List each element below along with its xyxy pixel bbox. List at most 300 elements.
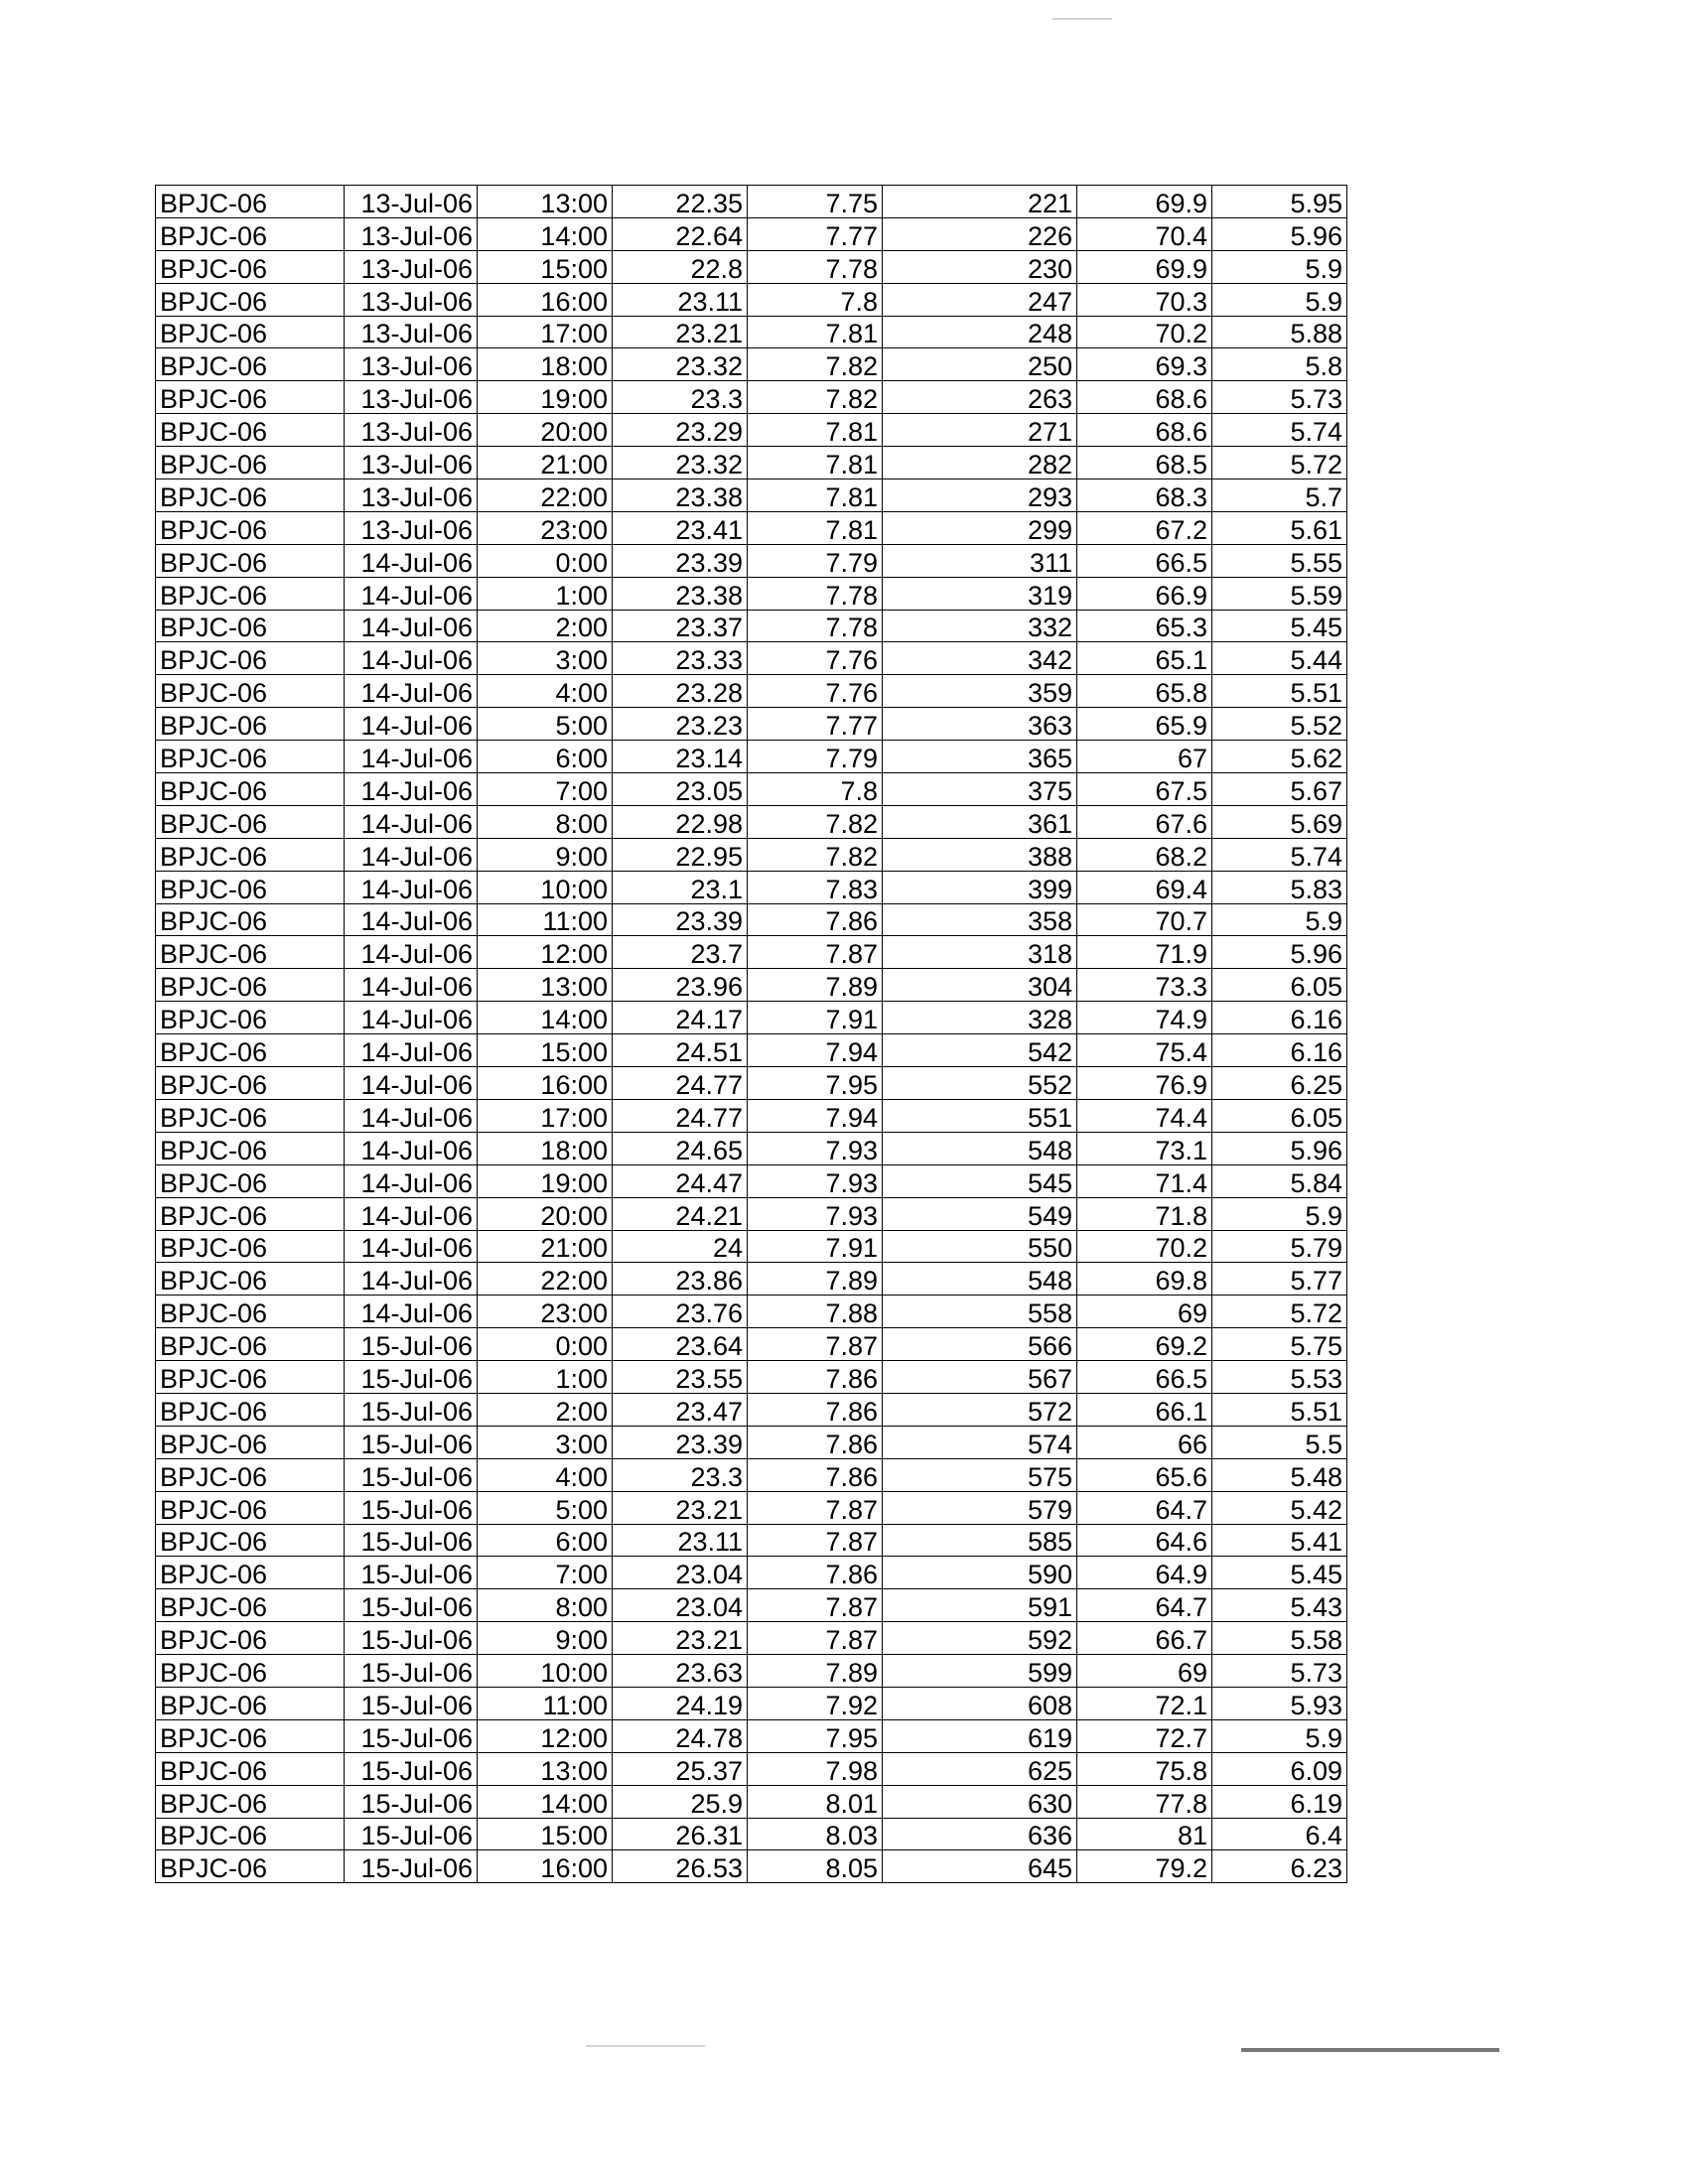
table-row [156, 708, 1347, 741]
value-cell-3: 247 [883, 283, 1077, 316]
date-cell: 13-Jul-06 [345, 250, 478, 283]
site-cell: BPJC-06 [156, 675, 345, 708]
value-cell-2: 7.93 [748, 1197, 883, 1230]
time-cell: 9:00 [478, 1622, 613, 1655]
date-cell: 14-Jul-06 [345, 1067, 478, 1100]
value-cell-2: 7.81 [748, 316, 883, 348]
date-cell: 15-Jul-06 [345, 1557, 478, 1589]
date-cell: 15-Jul-06 [345, 1589, 478, 1622]
time-cell: 22:00 [478, 479, 613, 512]
value-cell-4: 77.8 [1077, 1785, 1212, 1818]
site-cell: BPJC-06 [156, 577, 345, 610]
table-row [156, 414, 1347, 447]
value-cell-2: 8.01 [748, 1785, 883, 1818]
site-cell: BPJC-06 [156, 511, 345, 544]
value-cell-3: 282 [883, 447, 1077, 479]
value-cell-1: 23.39 [613, 1426, 748, 1458]
site-cell: BPJC-06 [156, 1557, 345, 1589]
time-cell: 21:00 [478, 447, 613, 479]
table-row [156, 1850, 1347, 1883]
table-row [156, 1164, 1347, 1197]
time-cell: 22:00 [478, 1263, 613, 1296]
site-cell: BPJC-06 [156, 1393, 345, 1426]
value-cell-4: 67.6 [1077, 805, 1212, 838]
time-cell: 15:00 [478, 1034, 613, 1067]
value-cell-2: 7.79 [748, 544, 883, 577]
site-cell: BPJC-06 [156, 1034, 345, 1067]
value-cell-1: 23.38 [613, 479, 748, 512]
value-cell-1: 24.78 [613, 1719, 748, 1752]
value-cell-1: 23.21 [613, 316, 748, 348]
value-cell-3: 365 [883, 741, 1077, 773]
value-cell-2: 7.81 [748, 447, 883, 479]
table-row [156, 1557, 1347, 1589]
value-cell-3: 221 [883, 186, 1077, 218]
value-cell-1: 23.32 [613, 348, 748, 381]
table-row [156, 903, 1347, 936]
value-cell-3: 592 [883, 1622, 1077, 1655]
value-cell-2: 7.76 [748, 675, 883, 708]
value-cell-1: 26.53 [613, 1850, 748, 1883]
site-cell: BPJC-06 [156, 1230, 345, 1263]
value-cell-1: 25.37 [613, 1752, 748, 1785]
value-cell-5: 6.25 [1212, 1067, 1347, 1100]
table-row [156, 544, 1347, 577]
value-cell-3: 328 [883, 1002, 1077, 1034]
value-cell-1: 22.98 [613, 805, 748, 838]
table-row [156, 1197, 1347, 1230]
value-cell-4: 66.9 [1077, 577, 1212, 610]
value-cell-2: 7.95 [748, 1719, 883, 1752]
value-cell-5: 6.09 [1212, 1752, 1347, 1785]
value-cell-3: 630 [883, 1785, 1077, 1818]
time-cell: 3:00 [478, 642, 613, 675]
time-cell: 1:00 [478, 577, 613, 610]
value-cell-3: 248 [883, 316, 1077, 348]
value-cell-5: 5.83 [1212, 871, 1347, 903]
value-cell-3: 574 [883, 1426, 1077, 1458]
table-row [156, 871, 1347, 903]
time-cell: 17:00 [478, 1099, 613, 1132]
date-cell: 13-Jul-06 [345, 511, 478, 544]
value-cell-5: 5.96 [1212, 936, 1347, 969]
value-cell-2: 7.94 [748, 1034, 883, 1067]
time-cell: 9:00 [478, 838, 613, 871]
value-cell-5: 5.73 [1212, 1655, 1347, 1688]
value-cell-4: 66.1 [1077, 1393, 1212, 1426]
table-row [156, 1589, 1347, 1622]
site-cell: BPJC-06 [156, 316, 345, 348]
value-cell-4: 65.1 [1077, 642, 1212, 675]
value-cell-5: 5.45 [1212, 1557, 1347, 1589]
value-cell-3: 591 [883, 1589, 1077, 1622]
value-cell-3: 590 [883, 1557, 1077, 1589]
value-cell-2: 7.83 [748, 871, 883, 903]
table-row [156, 1785, 1347, 1818]
value-cell-1: 22.95 [613, 838, 748, 871]
time-cell: 23:00 [478, 511, 613, 544]
value-cell-1: 23.28 [613, 675, 748, 708]
time-cell: 23:00 [478, 1296, 613, 1328]
value-cell-3: 388 [883, 838, 1077, 871]
site-cell: BPJC-06 [156, 805, 345, 838]
table-row [156, 1067, 1347, 1100]
value-cell-3: 645 [883, 1850, 1077, 1883]
time-cell: 4:00 [478, 675, 613, 708]
site-cell: BPJC-06 [156, 1622, 345, 1655]
site-cell: BPJC-06 [156, 544, 345, 577]
time-cell: 0:00 [478, 1328, 613, 1361]
value-cell-2: 7.86 [748, 1361, 883, 1394]
time-cell: 16:00 [478, 1850, 613, 1883]
site-cell: BPJC-06 [156, 1197, 345, 1230]
value-cell-5: 6.16 [1212, 1002, 1347, 1034]
date-cell: 13-Jul-06 [345, 447, 478, 479]
value-cell-1: 23.96 [613, 969, 748, 1002]
value-cell-5: 6.05 [1212, 969, 1347, 1002]
value-cell-4: 75.4 [1077, 1034, 1212, 1067]
value-cell-4: 64.7 [1077, 1589, 1212, 1622]
value-cell-2: 7.93 [748, 1164, 883, 1197]
value-cell-5: 5.41 [1212, 1524, 1347, 1557]
date-cell: 14-Jul-06 [345, 936, 478, 969]
value-cell-1: 24.65 [613, 1132, 748, 1164]
value-cell-2: 7.82 [748, 381, 883, 414]
value-cell-2: 7.87 [748, 936, 883, 969]
site-cell: BPJC-06 [156, 1458, 345, 1491]
value-cell-1: 24.19 [613, 1687, 748, 1719]
value-cell-4: 72.1 [1077, 1687, 1212, 1719]
time-cell: 8:00 [478, 805, 613, 838]
value-cell-1: 26.31 [613, 1818, 748, 1850]
value-cell-1: 24.47 [613, 1164, 748, 1197]
site-cell: BPJC-06 [156, 610, 345, 642]
table-row [156, 1099, 1347, 1132]
value-cell-5: 5.8 [1212, 348, 1347, 381]
time-cell: 19:00 [478, 381, 613, 414]
value-cell-4: 68.5 [1077, 447, 1212, 479]
value-cell-3: 549 [883, 1197, 1077, 1230]
table-row [156, 969, 1347, 1002]
value-cell-1: 23.37 [613, 610, 748, 642]
value-cell-2: 7.78 [748, 250, 883, 283]
time-cell: 20:00 [478, 414, 613, 447]
value-cell-4: 64.7 [1077, 1491, 1212, 1524]
site-cell: BPJC-06 [156, 969, 345, 1002]
value-cell-3: 551 [883, 1099, 1077, 1132]
date-cell: 15-Jul-06 [345, 1752, 478, 1785]
time-cell: 2:00 [478, 1393, 613, 1426]
value-cell-4: 69.8 [1077, 1263, 1212, 1296]
value-cell-4: 67.2 [1077, 511, 1212, 544]
date-cell: 14-Jul-06 [345, 544, 478, 577]
value-cell-3: 293 [883, 479, 1077, 512]
value-cell-3: 226 [883, 217, 1077, 250]
site-cell: BPJC-06 [156, 1164, 345, 1197]
value-cell-3: 311 [883, 544, 1077, 577]
site-cell: BPJC-06 [156, 1524, 345, 1557]
value-cell-4: 65.9 [1077, 708, 1212, 741]
date-cell: 13-Jul-06 [345, 348, 478, 381]
date-cell: 14-Jul-06 [345, 708, 478, 741]
site-cell: BPJC-06 [156, 871, 345, 903]
value-cell-3: 399 [883, 871, 1077, 903]
value-cell-2: 7.89 [748, 969, 883, 1002]
scan-artifact-bottom-right [1241, 2048, 1499, 2052]
value-cell-4: 65.6 [1077, 1458, 1212, 1491]
value-cell-1: 23.21 [613, 1491, 748, 1524]
date-cell: 14-Jul-06 [345, 1002, 478, 1034]
date-cell: 14-Jul-06 [345, 838, 478, 871]
site-cell: BPJC-06 [156, 186, 345, 218]
value-cell-2: 7.77 [748, 217, 883, 250]
site-cell: BPJC-06 [156, 1263, 345, 1296]
site-cell: BPJC-06 [156, 381, 345, 414]
date-cell: 15-Jul-06 [345, 1458, 478, 1491]
date-cell: 14-Jul-06 [345, 1099, 478, 1132]
table-row [156, 838, 1347, 871]
value-cell-5: 5.44 [1212, 642, 1347, 675]
value-cell-5: 5.9 [1212, 1719, 1347, 1752]
date-cell: 15-Jul-06 [345, 1785, 478, 1818]
value-cell-3: 558 [883, 1296, 1077, 1328]
value-cell-5: 5.9 [1212, 250, 1347, 283]
value-cell-4: 67 [1077, 741, 1212, 773]
site-cell: BPJC-06 [156, 1850, 345, 1883]
value-cell-2: 7.8 [748, 773, 883, 806]
value-cell-3: 304 [883, 969, 1077, 1002]
date-cell: 15-Jul-06 [345, 1328, 478, 1361]
table-row [156, 1263, 1347, 1296]
value-cell-3: 619 [883, 1719, 1077, 1752]
date-cell: 14-Jul-06 [345, 1296, 478, 1328]
value-cell-3: 636 [883, 1818, 1077, 1850]
value-cell-1: 23.39 [613, 544, 748, 577]
value-cell-2: 7.91 [748, 1002, 883, 1034]
value-cell-2: 7.87 [748, 1328, 883, 1361]
site-cell: BPJC-06 [156, 936, 345, 969]
site-cell: BPJC-06 [156, 1002, 345, 1034]
date-cell: 14-Jul-06 [345, 1263, 478, 1296]
value-cell-2: 7.79 [748, 741, 883, 773]
value-cell-2: 7.87 [748, 1589, 883, 1622]
value-cell-1: 23.21 [613, 1622, 748, 1655]
table-row [156, 1719, 1347, 1752]
value-cell-5: 6.23 [1212, 1850, 1347, 1883]
time-cell: 5:00 [478, 708, 613, 741]
value-cell-2: 7.87 [748, 1524, 883, 1557]
table-row [156, 1328, 1347, 1361]
time-cell: 12:00 [478, 936, 613, 969]
value-cell-2: 7.87 [748, 1622, 883, 1655]
site-cell: BPJC-06 [156, 1719, 345, 1752]
value-cell-2: 7.95 [748, 1067, 883, 1100]
value-cell-3: 542 [883, 1034, 1077, 1067]
value-cell-5: 5.96 [1212, 1132, 1347, 1164]
value-cell-3: 318 [883, 936, 1077, 969]
value-cell-3: 319 [883, 577, 1077, 610]
time-cell: 12:00 [478, 1719, 613, 1752]
value-cell-3: 250 [883, 348, 1077, 381]
value-cell-1: 24.77 [613, 1099, 748, 1132]
value-cell-2: 7.87 [748, 1491, 883, 1524]
value-cell-5: 5.62 [1212, 741, 1347, 773]
value-cell-4: 66 [1077, 1426, 1212, 1458]
value-cell-5: 5.61 [1212, 511, 1347, 544]
value-cell-2: 7.86 [748, 903, 883, 936]
value-cell-3: 332 [883, 610, 1077, 642]
date-cell: 13-Jul-06 [345, 316, 478, 348]
value-cell-1: 23.04 [613, 1589, 748, 1622]
value-cell-2: 7.93 [748, 1132, 883, 1164]
time-cell: 4:00 [478, 1458, 613, 1491]
date-cell: 13-Jul-06 [345, 186, 478, 218]
value-cell-1: 23.11 [613, 283, 748, 316]
value-cell-5: 5.9 [1212, 1197, 1347, 1230]
table-row [156, 186, 1347, 218]
value-cell-4: 66.5 [1077, 1361, 1212, 1394]
table-row [156, 1458, 1347, 1491]
value-cell-4: 69.9 [1077, 186, 1212, 218]
value-cell-4: 68.6 [1077, 381, 1212, 414]
site-cell: BPJC-06 [156, 1818, 345, 1850]
value-cell-5: 5.73 [1212, 381, 1347, 414]
time-cell: 18:00 [478, 1132, 613, 1164]
time-cell: 19:00 [478, 1164, 613, 1197]
value-cell-2: 7.89 [748, 1263, 883, 1296]
time-cell: 6:00 [478, 1524, 613, 1557]
time-cell: 16:00 [478, 1067, 613, 1100]
value-cell-2: 7.82 [748, 805, 883, 838]
value-cell-5: 5.59 [1212, 577, 1347, 610]
table-row [156, 1393, 1347, 1426]
time-cell: 7:00 [478, 1557, 613, 1589]
value-cell-1: 23.14 [613, 741, 748, 773]
site-cell: BPJC-06 [156, 903, 345, 936]
value-cell-5: 5.51 [1212, 1393, 1347, 1426]
site-cell: BPJC-06 [156, 773, 345, 806]
date-cell: 13-Jul-06 [345, 414, 478, 447]
value-cell-1: 23.33 [613, 642, 748, 675]
value-cell-3: 575 [883, 1458, 1077, 1491]
value-cell-3: 585 [883, 1524, 1077, 1557]
date-cell: 15-Jul-06 [345, 1622, 478, 1655]
value-cell-2: 7.92 [748, 1687, 883, 1719]
value-cell-4: 71.8 [1077, 1197, 1212, 1230]
table-row [156, 479, 1347, 512]
value-cell-1: 23.63 [613, 1655, 748, 1688]
value-cell-5: 5.93 [1212, 1687, 1347, 1719]
date-cell: 14-Jul-06 [345, 675, 478, 708]
value-cell-2: 7.86 [748, 1426, 883, 1458]
time-cell: 14:00 [478, 1785, 613, 1818]
value-cell-4: 79.2 [1077, 1850, 1212, 1883]
date-cell: 14-Jul-06 [345, 773, 478, 806]
table-row [156, 1002, 1347, 1034]
time-cell: 11:00 [478, 1687, 613, 1719]
value-cell-5: 5.69 [1212, 805, 1347, 838]
site-cell: BPJC-06 [156, 1132, 345, 1164]
date-cell: 14-Jul-06 [345, 1132, 478, 1164]
data-table [155, 185, 1347, 1883]
value-cell-2: 7.82 [748, 838, 883, 871]
date-cell: 14-Jul-06 [345, 741, 478, 773]
value-cell-2: 8.05 [748, 1850, 883, 1883]
value-cell-1: 23.7 [613, 936, 748, 969]
value-cell-2: 7.98 [748, 1752, 883, 1785]
site-cell: BPJC-06 [156, 250, 345, 283]
date-cell: 15-Jul-06 [345, 1818, 478, 1850]
scan-artifact-bottom-center [586, 2045, 705, 2047]
value-cell-1: 24.51 [613, 1034, 748, 1067]
value-cell-1: 23.47 [613, 1393, 748, 1426]
value-cell-5: 5.42 [1212, 1491, 1347, 1524]
value-cell-1: 24.77 [613, 1067, 748, 1100]
value-cell-1: 23.86 [613, 1263, 748, 1296]
value-cell-5: 5.72 [1212, 447, 1347, 479]
time-cell: 6:00 [478, 741, 613, 773]
value-cell-1: 23.3 [613, 381, 748, 414]
value-cell-5: 5.7 [1212, 479, 1347, 512]
site-cell: BPJC-06 [156, 1099, 345, 1132]
value-cell-4: 74.4 [1077, 1099, 1212, 1132]
value-cell-2: 7.81 [748, 479, 883, 512]
value-cell-3: 548 [883, 1132, 1077, 1164]
value-cell-1: 25.9 [613, 1785, 748, 1818]
time-cell: 18:00 [478, 348, 613, 381]
value-cell-4: 70.3 [1077, 283, 1212, 316]
value-cell-5: 5.55 [1212, 544, 1347, 577]
value-cell-4: 74.9 [1077, 1002, 1212, 1034]
date-cell: 15-Jul-06 [345, 1850, 478, 1883]
site-cell: BPJC-06 [156, 642, 345, 675]
value-cell-4: 70.2 [1077, 1230, 1212, 1263]
date-cell: 14-Jul-06 [345, 1034, 478, 1067]
value-cell-5: 5.96 [1212, 217, 1347, 250]
value-cell-5: 6.4 [1212, 1818, 1347, 1850]
value-cell-5: 5.9 [1212, 903, 1347, 936]
date-cell: 14-Jul-06 [345, 1164, 478, 1197]
value-cell-4: 64.6 [1077, 1524, 1212, 1557]
site-cell: BPJC-06 [156, 1426, 345, 1458]
table-row [156, 447, 1347, 479]
value-cell-5: 5.9 [1212, 283, 1347, 316]
value-cell-1: 23.32 [613, 447, 748, 479]
value-cell-3: 263 [883, 381, 1077, 414]
site-cell: BPJC-06 [156, 1491, 345, 1524]
date-cell: 14-Jul-06 [345, 642, 478, 675]
site-cell: BPJC-06 [156, 1328, 345, 1361]
value-cell-4: 66.7 [1077, 1622, 1212, 1655]
value-cell-2: 7.81 [748, 511, 883, 544]
site-cell: BPJC-06 [156, 1752, 345, 1785]
value-cell-3: 359 [883, 675, 1077, 708]
value-cell-4: 68.2 [1077, 838, 1212, 871]
table-row [156, 283, 1347, 316]
time-cell: 13:00 [478, 186, 613, 218]
time-cell: 15:00 [478, 1818, 613, 1850]
value-cell-2: 7.78 [748, 577, 883, 610]
value-cell-5: 5.95 [1212, 186, 1347, 218]
value-cell-1: 23.29 [613, 414, 748, 447]
value-cell-4: 67.5 [1077, 773, 1212, 806]
value-cell-2: 7.81 [748, 414, 883, 447]
value-cell-2: 7.75 [748, 186, 883, 218]
value-cell-1: 24.21 [613, 1197, 748, 1230]
value-cell-4: 64.9 [1077, 1557, 1212, 1589]
site-cell: BPJC-06 [156, 1687, 345, 1719]
scan-artifact-top [1052, 18, 1112, 20]
